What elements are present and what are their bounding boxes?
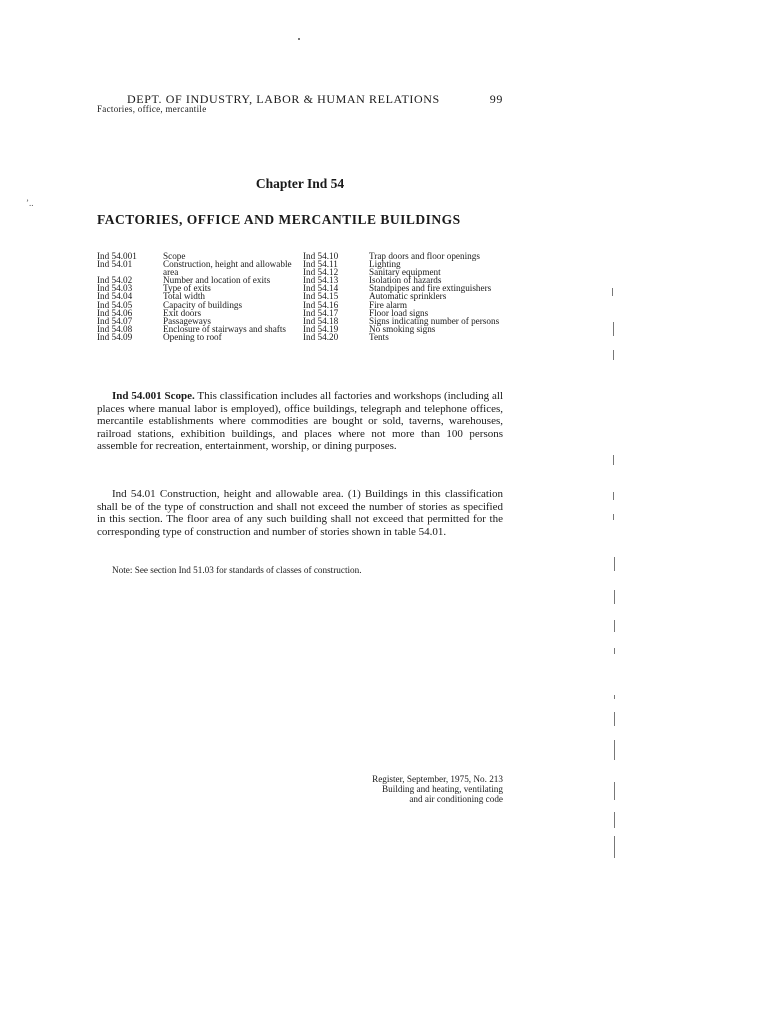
toc-entry-title: Tents [369,331,389,342]
toc-entry [97,333,297,341]
scan-line-mark [614,782,615,800]
section-scope [97,390,503,453]
running-subtitle: Factories, office, mercantile [97,104,207,114]
toc-entry [303,333,503,341]
scan-line-mark [613,350,614,360]
toc-entry-number: Ind 54.10 [303,251,339,261]
scan-line-mark [612,288,613,296]
toc-entry-number: Ind 54.11 [303,259,338,270]
scan-line-mark [614,740,615,760]
scan-line-mark [614,648,615,654]
toc-entry-title: Type of exits [163,283,211,294]
toc-entry-number: Ind 54.15 [303,291,339,302]
toc-entry-number: Ind 54.03 [97,283,133,294]
chapter-heading: Chapter Ind 54 [255,176,345,191]
toc-entry-title: Floor load signs [369,307,429,318]
toc-entry-number: Ind 54.01 [97,259,133,270]
toc-entry-number: Ind 54.04 [97,291,133,302]
toc-entry-title: No smoking signs [369,323,436,334]
toc-entry-number: Ind 54.001 [97,251,137,261]
toc-entry-number: Ind 54.18 [303,315,339,326]
section-text: This classification includes all factories and workshops (including all places where manual labor is employed), office buildings, telegraph and telephone offices, mercantile establishments where commodities are bought or sold, taverns, warehouses, railroad stations, exhibition buildings, and places where not more than 100 persons assemble for recreation, entertainment, worship, or dining purposes. [97,390,503,453]
toc-entry-title: Enclosure of stairways and shafts [163,323,286,334]
toc-entry-number: Ind 54.20 [303,331,339,342]
scan-line-mark [613,455,614,465]
scan-line-mark [614,620,615,632]
toc-entry-title: Signs indicating number of persons [369,315,500,326]
toc-entry-title: Total width [163,291,205,302]
chapter-title: FACTORIES, OFFICE AND MERCANTILE BUILDINGS [97,212,461,227]
toc-entry-title: Sanitary equipment [369,267,441,278]
scan-line-mark [613,322,614,336]
toc-left-column [97,252,297,341]
toc-entry-title: Opening to roof [163,331,222,342]
scan-line-mark [614,557,615,571]
construction-note: Note: See section Ind 51.03 for standards of classes of construction. [112,565,362,575]
toc-entry-number: Ind 54.06 [97,307,133,318]
footer-code-line: and air conditioning code [409,794,503,805]
scan-mark: ʼ.. [26,198,34,208]
scan-line-mark [613,492,614,500]
toc-entry-title: Trap doors and floor openings [369,251,480,261]
page-footer [300,774,503,805]
toc-entry-number: Ind 54.08 [97,323,133,334]
toc-entry-title: Exit doors [163,307,202,318]
toc-entry-number: Ind 54.07 [97,315,133,326]
toc-entry-number: Ind 54.12 [303,267,339,278]
footer-code-line: Building and heating, ventilating [382,784,503,795]
toc-entry-number: Ind 54.14 [303,283,339,294]
toc-entry-number: Ind 54.16 [303,299,339,310]
header-title: DEPT. OF INDUSTRY, LABOR & HUMAN RELATIONS [127,92,440,106]
footer-register: Register, September, 1975, No. 213 [372,774,503,784]
toc-entry-title: Passageways [163,315,211,326]
toc-entry-number: Ind 54.02 [97,275,133,286]
toc-entry-title: Scope [163,251,186,261]
section-text: (1) Buildings in this classification shall be of the type of construction and shall not exceed the number of stories as specified in this section. The floor area of any such building shall not exceed that permitted for the corresponding type of construction and number of stories shown in table 54.01. [97,488,503,538]
toc-entry-title: Lighting [369,259,401,270]
toc-entry-number: Ind 54.09 [97,331,133,342]
section-heading: Ind 54.001 Scope. [112,390,195,402]
toc-entry-title: Number and location of exits [163,275,271,286]
toc-entry-title: Construction, height and allowable area [163,259,292,278]
scan-speck [298,38,300,40]
toc-entry-number: Ind 54.13 [303,275,339,286]
table-of-contents [97,252,503,341]
scan-line-mark [614,695,615,699]
scan-line-mark [614,590,615,604]
toc-entry-title: Isolation of hazards [369,275,442,286]
toc-right-column [303,252,503,341]
toc-entry-title: Automatic sprinklers [369,291,447,302]
scan-line-mark [614,836,615,858]
section-heading: Ind 54.01 Construction, height and allowable area. [112,488,344,500]
toc-entry [97,260,297,276]
scan-line-mark [613,514,614,520]
toc-entry-number: Ind 54.05 [97,299,133,310]
toc-entry-title: Capacity of buildings [163,299,243,310]
scan-line-mark [614,712,615,726]
toc-entry-title: Fire alarm [369,299,408,310]
section-construction [97,488,503,538]
toc-entry-number: Ind 54.17 [303,307,339,318]
toc-entry-number: Ind 54.19 [303,323,339,334]
scan-line-mark [614,812,615,828]
page-number: 99 [489,92,503,106]
toc-entry-title: Standpipes and fire extinguishers [369,283,492,294]
